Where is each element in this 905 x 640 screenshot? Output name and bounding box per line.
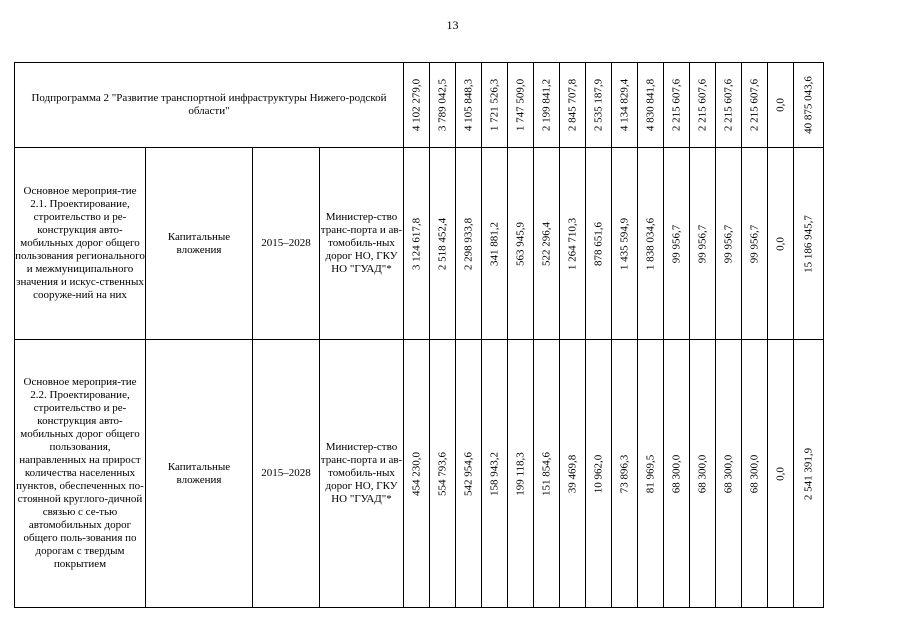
value-cell <box>456 148 482 340</box>
value-text: 0,0 <box>774 98 786 112</box>
value-text: 2 535 187,9 <box>592 78 604 132</box>
value-cell <box>794 340 824 608</box>
table-row <box>15 340 824 608</box>
period: 2015–2028 <box>253 148 320 340</box>
value-text: 542 954,6 <box>462 451 474 496</box>
value-cell <box>612 63 638 148</box>
value-cell <box>560 148 586 340</box>
value-text: 2 215 607,6 <box>722 78 734 132</box>
value-cell <box>768 148 794 340</box>
value-text: 2 518 452,4 <box>436 217 448 270</box>
value-cell <box>690 63 716 148</box>
value-cell <box>664 340 690 608</box>
value-cell <box>482 340 508 608</box>
value-cell <box>482 63 508 148</box>
value-text: 1 747 509,0 <box>514 78 526 132</box>
value-text: 199 118,3 <box>514 451 526 496</box>
value-cell <box>612 148 638 340</box>
value-cell <box>664 63 690 148</box>
value-text: 1 838 034,6 <box>644 217 656 270</box>
value-cell <box>430 340 456 608</box>
value-text: 68 300,0 <box>722 454 734 493</box>
value-cell <box>742 148 768 340</box>
value-cell <box>664 148 690 340</box>
value-text: 341 881,2 <box>488 221 500 266</box>
executor: Министер-ство транс-порта и ав-томобиль-ных дорог НО, ГКУ НО "ГУАД"* <box>320 340 404 608</box>
value-text: 3 789 042,5 <box>436 78 448 132</box>
value-cell <box>456 63 482 148</box>
value-text: 1 721 526,3 <box>488 78 500 132</box>
value-cell <box>430 148 456 340</box>
table-row <box>15 148 824 340</box>
subprogram-title: Подпрограмма 2 "Развитие транспортной инфраструктуры Нижего-родской области" <box>15 63 404 148</box>
value-cell <box>482 148 508 340</box>
value-cell <box>742 340 768 608</box>
value-text: 40 875 043,6 <box>802 76 814 134</box>
subprogram-row <box>15 63 824 148</box>
value-cell <box>534 340 560 608</box>
value-cell <box>404 63 430 148</box>
budget-table <box>14 62 824 608</box>
value-cell <box>716 148 742 340</box>
value-text: 1 264 710,3 <box>566 217 578 270</box>
value-text: 4 105 848,3 <box>462 78 474 132</box>
value-cell <box>508 340 534 608</box>
value-cell <box>716 340 742 608</box>
value-text: 454 230,0 <box>410 451 422 496</box>
value-text: 68 300,0 <box>748 454 760 493</box>
expense-type: Капитальные вложения <box>146 148 253 340</box>
executor: Министер-ство транс-порта и ав-томобиль-ных дорог НО, ГКУ НО "ГУАД"* <box>320 148 404 340</box>
value-text: 4 134 829,4 <box>618 78 630 132</box>
activity-name: Основное мероприя-тие 2.1. Проектирование, строительство и ре-конструкция авто-мобильных дорог общего пользования регионального и межмуниципального значения и искус-ственных сооруже-ний на них <box>15 148 146 340</box>
value-text: 2 215 607,6 <box>748 78 760 132</box>
value-cell <box>794 148 824 340</box>
value-text: 68 300,0 <box>670 454 682 493</box>
value-text: 0,0 <box>774 236 786 251</box>
value-cell <box>560 340 586 608</box>
value-text: 68 300,0 <box>696 454 708 493</box>
value-cell <box>508 148 534 340</box>
value-cell <box>690 340 716 608</box>
value-cell <box>508 63 534 148</box>
value-cell <box>560 63 586 148</box>
page-number: 13 <box>446 18 459 32</box>
value-text: 3 124 617,8 <box>410 217 422 270</box>
value-text: 10 962,0 <box>592 454 604 493</box>
value-text: 0,0 <box>774 466 786 481</box>
value-text: 81 969,5 <box>644 454 656 493</box>
value-cell <box>586 63 612 148</box>
value-text: 554 793,6 <box>436 451 448 496</box>
value-text: 2 298 933,8 <box>462 217 474 270</box>
period: 2015–2028 <box>253 340 320 608</box>
value-cell <box>768 63 794 148</box>
value-cell <box>586 148 612 340</box>
value-text: 73 896,3 <box>618 454 630 493</box>
value-text: 2 199 841,2 <box>540 78 552 132</box>
value-text: 4 102 279,0 <box>410 78 422 132</box>
value-cell <box>586 340 612 608</box>
value-text: 2 541 391,9 <box>802 447 814 500</box>
value-text: 2 845 707,8 <box>566 78 578 132</box>
value-cell <box>638 148 664 340</box>
value-text: 158 943,2 <box>488 451 500 496</box>
value-text: 99 956,7 <box>722 224 734 263</box>
value-text: 1 435 594,9 <box>618 217 630 270</box>
value-cell <box>768 340 794 608</box>
value-text: 563 945,9 <box>514 221 526 266</box>
value-text: 99 956,7 <box>670 224 682 263</box>
expense-type: Капитальные вложения <box>146 340 253 608</box>
value-cell <box>742 63 768 148</box>
value-cell <box>534 63 560 148</box>
activity-name: Основное мероприя-тие 2.2. Проектирование, строительство и ре-конструкция авто-мобильных дорог общего пользования, направленных на прирост количества населенных пунктов, обеспеченных по-стоянной круглого-дичной связью с се-тью автомобильных дорог общего поль-зования по дорогам с твердым покрытием <box>15 340 146 608</box>
value-cell <box>404 340 430 608</box>
value-cell <box>404 148 430 340</box>
value-text: 4 830 841,8 <box>644 78 656 132</box>
value-text: 99 956,7 <box>748 224 760 263</box>
value-cell <box>638 340 664 608</box>
value-text: 2 215 607,6 <box>670 78 682 132</box>
value-text: 99 956,7 <box>696 224 708 263</box>
value-cell <box>456 340 482 608</box>
value-text: 2 215 607,6 <box>696 78 708 132</box>
value-cell <box>534 148 560 340</box>
value-cell <box>716 63 742 148</box>
value-text: 151 854,6 <box>540 451 552 496</box>
value-text: 522 296,4 <box>540 221 552 266</box>
value-text: 15 186 945,7 <box>802 214 814 273</box>
value-text: 39 469,8 <box>566 454 578 493</box>
value-text: 878 651,6 <box>592 221 604 266</box>
value-cell <box>794 63 824 148</box>
value-cell <box>612 340 638 608</box>
value-cell <box>690 148 716 340</box>
value-cell <box>638 63 664 148</box>
value-cell <box>430 63 456 148</box>
